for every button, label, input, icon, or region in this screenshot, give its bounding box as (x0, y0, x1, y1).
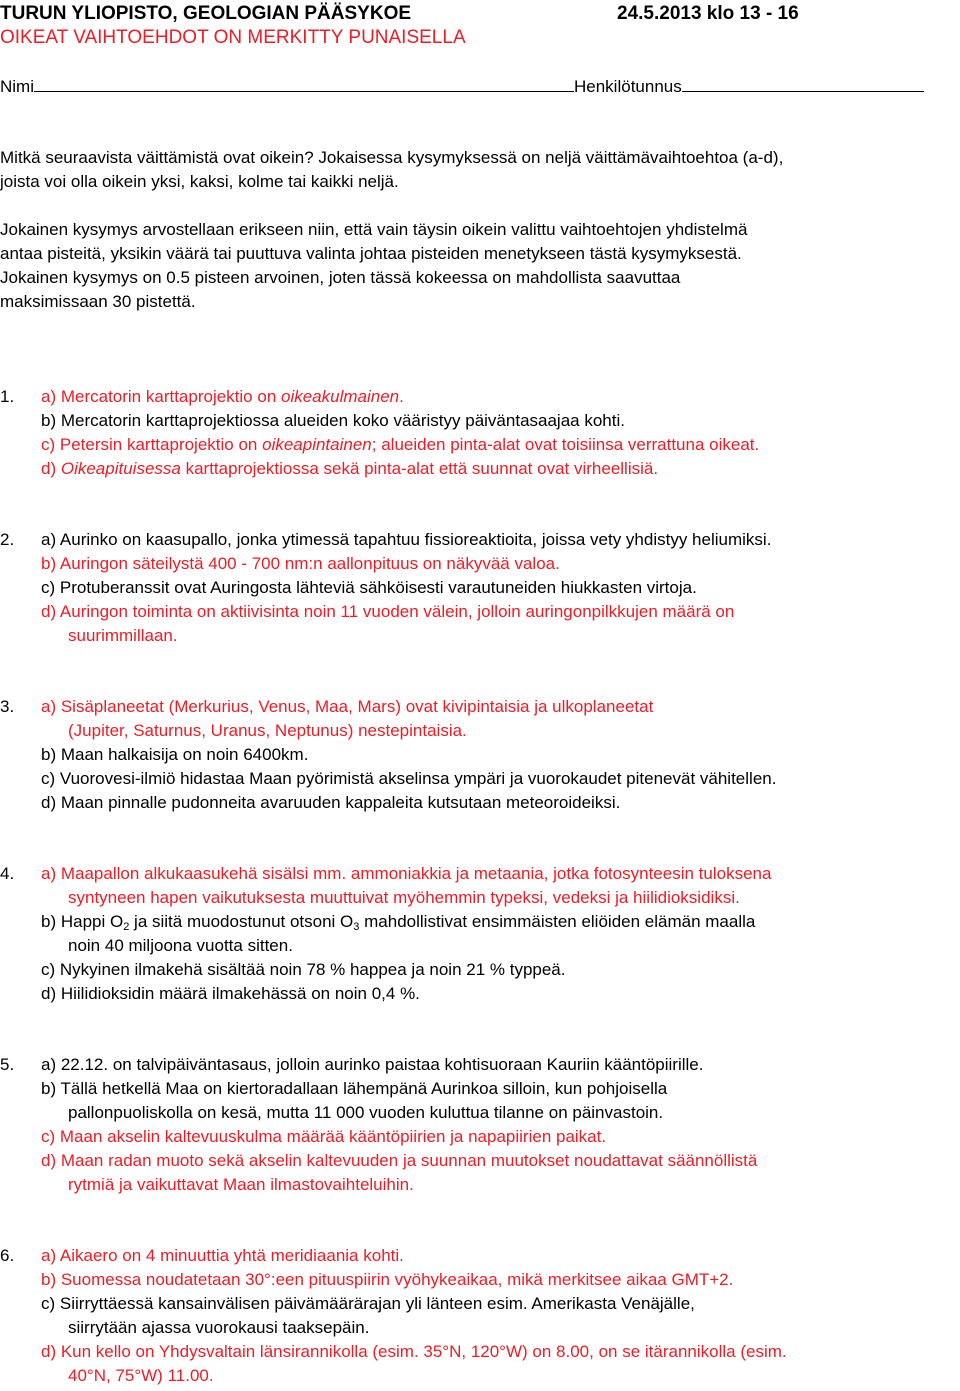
intro-line: Jokainen kysymys on 0.5 pisteen arvoinen, joten tässä kokeessa on mahdollista saavuttaa (0, 268, 681, 287)
name-label: Nimi (0, 77, 34, 96)
q1-d-text: karttaprojektiossa sekä pinta-alat että suunnat ovat virheellisiä. (180, 459, 659, 478)
q2-option-d-cont: suurimmillaan. (68, 626, 178, 645)
intro-line: Mitkä seuraavista väittämistä ovat oikein? Jokaisessa kysymyksessä on neljä väittämävaihtoehtoa (a-d), (0, 148, 784, 167)
intro-line: maksimissaan 30 pistettä. (0, 292, 196, 311)
name-field-row (0, 76, 924, 97)
q1-option-d (41, 459, 658, 479)
question-number: 6. (0, 1246, 15, 1265)
intro-line: joista voi olla oikein yksi, kaksi, kolme tai kaikki neljä. (0, 172, 399, 191)
question-number: 2. (0, 530, 15, 549)
q4-b-text: b) Happi O (41, 912, 124, 931)
q1-c-text: c) Petersin karttaprojektio on (41, 435, 263, 454)
q3-option-c: c) Vuorovesi-ilmiö hidastaa Maan pyörimistä akselinsa ympäri ja vuorokaudet pitenevät vähitellen. (41, 769, 777, 788)
q1-a-term: oikeakulmainen (281, 387, 400, 406)
question-number: 4. (0, 864, 15, 883)
id-blank[interactable] (682, 76, 924, 92)
q4-option-b (41, 912, 755, 932)
q4-option-c: c) Nykyinen ilmakehä sisältää noin 78 % happea ja noin 21 % typpeä. (41, 960, 566, 979)
q6-option-d-cont: 40°N, 75°W) 11.00. (68, 1366, 214, 1385)
q5-option-c: c) Maan akselin kaltevuuskulma määrää kääntöpiirien ja napapiirien paikat. (41, 1127, 607, 1146)
q1-c-term: oikeapintainen (262, 435, 372, 454)
q4-option-b-cont: noin 40 miljoona vuotta sitten. (68, 936, 293, 955)
q3-option-a-cont: (Jupiter, Saturnus, Uranus, Neptunus) nestepintaisia. (68, 721, 467, 740)
q6-option-b: b) Suomessa noudatetaan 30°:een pituuspiirin vyöhykeaikaa, mikä merkitsee aikaa GMT+2. (41, 1270, 734, 1289)
id-label: Henkilötunnus (574, 77, 682, 96)
q5-option-a: a) 22.12. on talvipäiväntasaus, jolloin aurinko paistaa kohtisuoraan Kauriin kääntöpiirille. (41, 1055, 704, 1074)
intro-line: antaa pisteitä, yksikin väärä tai puuttuva valinta johtaa pisteiden menetykseen tästä kysymyksestä. (0, 244, 742, 263)
q1-d-letter: d) (41, 459, 61, 478)
q1-option-b: b) Mercatorin karttaprojektiossa alueiden koko vääristyy päiväntasaajaa kohti. (41, 411, 625, 430)
q4-b-text: ja siitä muodostunut otsoni O (129, 912, 354, 931)
q1-a-text: a) Mercatorin karttaprojektio on (41, 387, 281, 406)
q1-option-c (41, 435, 759, 455)
question-number: 5. (0, 1055, 15, 1074)
q6-option-a: a) Aikaero on 4 minuuttia yhtä meridiaania kohti. (41, 1246, 404, 1265)
q4-b-subscript: 3 (353, 921, 360, 933)
exam-date: 24.5.2013 klo 13 - 16 (617, 3, 799, 24)
q5-option-b: b) Tällä hetkellä Maa on kiertoradallaan lähempänä Aurinkoa silloin, kun pohjoisella (41, 1079, 668, 1098)
q2-option-c: c) Protuberanssit ovat Auringosta lähteviä sähköisesti varautuneiden hiukkasten virtoja. (41, 578, 697, 597)
q2-option-d: d) Auringon toiminta on aktiivisinta noin 11 vuoden välein, jolloin auringonpilkkujen määrä on (41, 602, 735, 621)
q5-option-b-cont: pallonpuoliskolla on kesä, mutta 11 000 vuoden kuluttua tilanne on päinvastoin. (68, 1103, 664, 1122)
q4-b-text: mahdollistivat ensimmäisten eliöiden elämän maalla (359, 912, 756, 931)
q4-option-a-cont: syntyneen hapen vaikutuksesta muuttuivat myöhemmin typeksi, vedeksi ja hiilidioksidiksi. (68, 888, 740, 907)
q4-b-subscript: 2 (123, 921, 130, 933)
exam-title: TURUN YLIOPISTO, GEOLOGIAN PÄÄSYKOE (0, 3, 412, 24)
q5-option-d: d) Maan radan muoto sekä akselin kaltevuuden ja suunnan muutokset noudattavat säännöllistä (41, 1151, 758, 1170)
q4-option-d: d) Hiilidioksidin määrä ilmakehässä on noin 0,4 %. (41, 984, 420, 1003)
question-number: 1. (0, 387, 15, 406)
exam-subtitle: OIKEAT VAIHTOEHDOT ON MERKITTY PUNAISELLA (0, 27, 466, 48)
q3-option-d: d) Maan pinnalle pudonneita avaruuden kappaleita kutsutaan meteoroideiksi. (41, 793, 621, 812)
question-number: 3. (0, 697, 15, 716)
intro-line: Jokainen kysymys arvostellaan erikseen niin, että vain täysin oikein valittu vaihtoehtojen yhdistelmä (0, 220, 748, 239)
q2-option-b: b) Auringon säteilystä 400 - 700 nm:n aallonpituus on näkyvää valoa. (41, 554, 560, 573)
q3-option-b: b) Maan halkaisija on noin 6400km. (41, 745, 309, 764)
q4-option-a: a) Maapallon alkukaasukehä sisälsi mm. ammoniakkia ja metaania, jotka fotosynteesin tuloksena (41, 864, 772, 883)
name-blank[interactable] (34, 76, 574, 92)
q1-a-end: . (399, 387, 404, 406)
q6-option-d: d) Kun kello on Yhdysvaltain länsirannikolla (esim. 35°N, 120°W) on 8.00, on se itärannikolla (esim. (41, 1342, 787, 1361)
q3-option-a: a) Sisäplaneetat (Merkurius, Venus, Maa, Mars) ovat kivipintaisia ja ulkoplaneetat (41, 697, 654, 716)
q2-option-a: a) Aurinko on kaasupallo, jonka ytimessä tapahtuu fissioreaktioita, joissa vety yhdistyy heliumiksi. (41, 530, 772, 549)
q1-c-end: ; alueiden pinta-alat ovat toisiinsa verrattuna oikeat. (371, 435, 760, 454)
q6-option-c: c) Siirryttäessä kansainvälisen päivämäärärajan yli länteen esim. Amerikasta Venäjälle, (41, 1294, 695, 1313)
q1-option-a (41, 387, 404, 407)
q5-option-d-cont: rytmiä ja vaikuttavat Maan ilmastovaihteluihin. (68, 1175, 414, 1194)
q1-d-term: Oikeapituisessa (60, 459, 181, 478)
q6-option-c-cont: siirrytään ajassa vuorokausi taaksepäin. (68, 1318, 370, 1337)
